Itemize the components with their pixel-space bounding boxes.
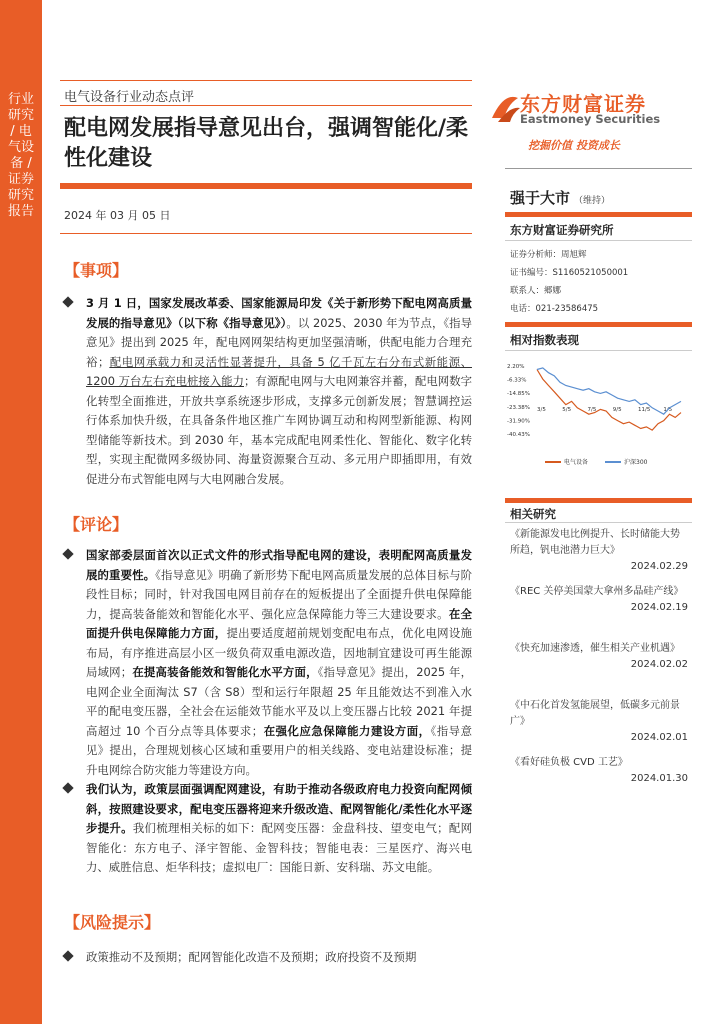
contact-line: 联系人：郷娜 (510, 286, 562, 296)
bullet-icon (62, 296, 73, 307)
legend-label: 电气设备 (564, 459, 589, 466)
date-rule (60, 233, 472, 234)
y-tick-label: -6.33% (507, 377, 527, 384)
doc-type: 电气设备行业动态点评 (64, 90, 195, 105)
phone-line: 电话：021-23586475 (510, 304, 599, 314)
y-tick-label: -31.90% (507, 418, 530, 425)
matter-paragraph: 3 月 1 日，国家发展改革委、国家能源局印发《关于新形势下配电网高质量发展的指导意见》（以下称《指导意见》）。以 2025、2030 年为节点，《指导意见》提出到 2025 年，配电网网架结构更加坚强清晰，供配电能力合理充裕；配电网承载力和灵活性显著提升，具备 5 亿千瓦左右分布式新能源、1200 万台左右充电桩接入能力；有源配电网与大电网兼容并蓄，配电网数字化转型全面推进，开放共享系统逐步形成，支撑多元创新发展；智慧调控运行体系加快升级，在具备条件地区推广车网协调互动和构网型新能源、构网型储能等新技术。到 2030 年，基本完成配电网柔性化、智能化、数字化转型，实现主配微网多级协同、海量资源聚合互动、多元用户即插即用，有效促进分布式智能电网与大电网融合发展。 (64, 294, 472, 489)
x-tick-label: 7/5 (587, 406, 597, 413)
series-line-1 (537, 368, 681, 414)
bullet-icon (62, 782, 73, 793)
brand-name-en: Eastmoney Securities (520, 112, 661, 126)
x-tick-label: 3/5 (537, 406, 546, 413)
risk-paragraph: 政策推动不及预期；配网智能化改造不及预期；政府投资不及预期 (64, 948, 472, 968)
x-tick-label: 1/5 (663, 406, 673, 413)
title-rule-top (60, 105, 472, 106)
y-tick-label: -14.85% (507, 391, 530, 398)
related-item[interactable]: 《新能源发电比例提升、长时储能大势所趋，钒电池潜力巨大》 2024.02.29 (510, 529, 688, 572)
section-matter-heading: 【事项】 (64, 261, 129, 280)
top-rule (60, 80, 472, 81)
x-tick-label: 5/5 (562, 406, 572, 413)
x-tick-label: 11/5 (638, 406, 651, 413)
related-item[interactable]: 《看好硅负极 CVD 工艺》 2024.01.30 (510, 757, 688, 784)
related-item[interactable]: 《中石化首发氢能展望，低碳多元前景广》 2024.02.01 (510, 700, 688, 743)
rating-badge: 强于大市 （维持） (510, 189, 611, 207)
sidebar-text: 行业研究 / 电气设备 / 证券研究报告 (8, 92, 35, 219)
brand-name-cn: 东方财富证券 (520, 92, 646, 116)
cert-line: 证书编号：S1160521050001 (510, 268, 629, 278)
y-tick-label: 2.20% (507, 364, 525, 370)
section-comment-heading: 【评论】 (64, 515, 129, 534)
sidebar (0, 0, 42, 1024)
related-title: 相关研究 (510, 507, 556, 521)
right-bar-3 (505, 498, 692, 503)
series-line-0 (537, 370, 681, 431)
y-tick-label: -40.43% (507, 432, 530, 438)
brand-slogan: 挖掘价值 投资成长 (528, 139, 620, 152)
bullet-icon (62, 548, 73, 559)
right-rule-3 (505, 350, 692, 351)
page-title: 配电网发展指导意见出台，强调智能化/柔性化建设 (64, 116, 469, 171)
analyst-line: 证券分析师：周旭辉 (510, 250, 587, 260)
comment-paragraph-2: 我们认为，政策层面强调配网建设，有助于推动各级政府电力投资向配网倾斜，按照建设要求，配电变压器将迎来升级改造、配网智能化/柔性化水平逐步提升。我们梳理相关标的如下：配网变压器：金盘科技、望变电气；配网智能化：东方电子、泽宇智能、金智科技；智能电表：三星医疗、海兴电力、威胜信息、炬华科技；虚拟电厂：国能日新、安科瑞、苏文电能。 (64, 780, 472, 878)
section-risk-heading: 【风险提示】 (64, 913, 161, 932)
institute-name: 东方财富证券研究所 (510, 223, 614, 237)
y-tick-label: -23.38% (507, 404, 530, 411)
right-bar-1 (505, 212, 692, 217)
title-bar (60, 183, 472, 189)
bullet-icon (62, 950, 73, 961)
related-item[interactable]: 《REC 关停美国蒙大拿州多晶硅产线》 2024.02.19 (510, 586, 688, 613)
right-rule-4 (505, 522, 692, 523)
report-date: 2024 年 03 月 05 日 (64, 209, 171, 222)
right-bar-2 (505, 322, 692, 327)
comment-paragraph-1: 国家部委层面首次以正式文件的形式指导配电网的建设，表明配网高质量发展的重要性。《指导意见》明确了新形势下配电网高质量发展的总体目标与阶段性目标；同时，针对我国电网目前存在的短板提出了全面提升供电保障能力，提高装备能效和智能化水平、强化应急保障能力等三大建设要求。在全面提升供电保障能力方面，提出要适度超前规划变配电布点，优化电网设施布局，有序推进高层小区一级负荷双重电源改造，因地制宜建设可再生能源局域网；在提高装备能效和智能化水平方面，《指导意见》提出，2025 年，电网企业全面淘汰 S7（含 S8）型和运行年限超 25 年且能效达不到准入水平的配电变压器，全社会在运能效节能水平及以上变压器占比较 2021 年提高超过 10 个百分点等具体要求；在强化应急保障能力建设方面，《指导意见》提出，合理规划核心区域和重要用户的相关线路、变电站建设标准；提升电网综合防灾能力等建设方向。 (64, 546, 472, 780)
chart-section-title: 相对指数表现 (510, 333, 579, 347)
relative-index-chart (505, 360, 685, 470)
right-rule-2 (505, 240, 692, 241)
legend-label: 沪深300 (624, 459, 648, 466)
x-tick-label: 9/5 (612, 406, 622, 413)
right-rule-1 (505, 168, 692, 169)
related-item[interactable]: 《快充加速渗透，催生相关产业机遇》 2024.02.02 (510, 643, 688, 670)
matter-bold: 3 月 1 日，国家发展改革委、国家能源局印发《关于新形势下配电网高质量发展的指导意见》（以下称《指导意见》） (86, 296, 472, 330)
